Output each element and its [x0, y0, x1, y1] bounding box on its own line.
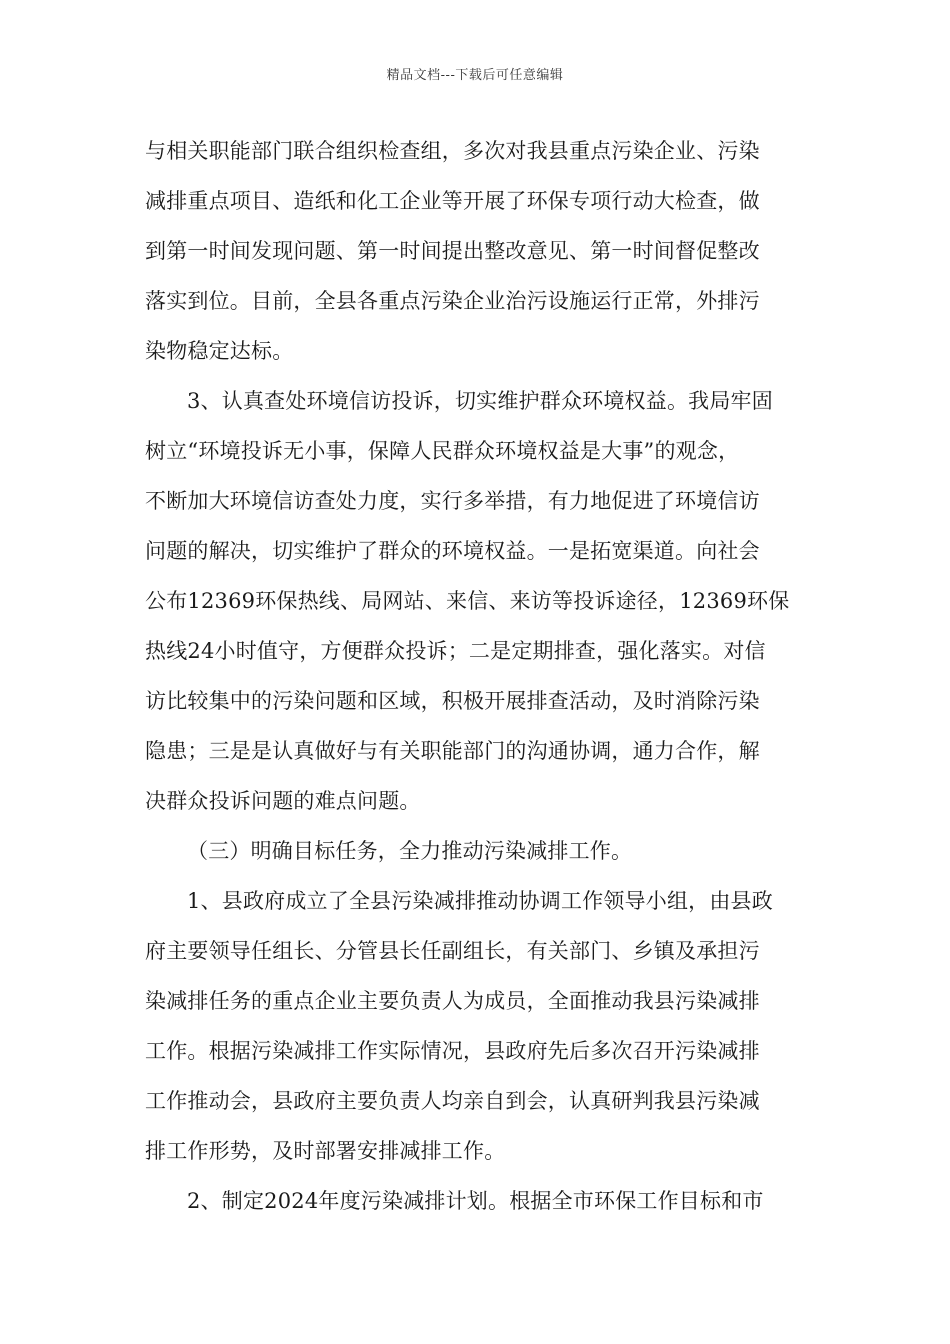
- text-line: 染物稳定达标。: [145, 339, 294, 363]
- page-header: 精品文档---下载后可任意编辑: [386, 68, 564, 83]
- text-line: 问题的解决，切实维护了群众的环境权益。一是拓宽渠道。向社会: [145, 539, 760, 563]
- text-line: 染减排任务的重点企业主要负责人为成员，全面推动我县污染减排: [145, 989, 760, 1013]
- text-line: 与相关职能部门联合组织检查组，多次对我县重点污染企业、污染: [145, 139, 760, 163]
- paragraph-start-line: 1、县政府成立了全县污染减排推动协调工作领导小组，由县政: [187, 889, 773, 913]
- text-line: 减排重点项目、造纸和化工企业等开展了环保专项行动大检查，做: [145, 189, 760, 213]
- text-line: 热线24小时值守，方便群众投诉；二是定期排查，强化落实。对信: [145, 639, 766, 663]
- text-line: 树立“环境投诉无小事，保障人民群众环境权益是大事”的观念，: [145, 439, 740, 463]
- text-line: 落实到位。目前，全县各重点污染企业治污设施运行正常，外排污: [145, 289, 760, 313]
- section-heading: （三）明确目标任务，全力推动污染减排工作。: [187, 839, 633, 863]
- text-line: 隐患；三是是认真做好与有关职能部门的沟通协调，通力合作，解: [145, 739, 760, 763]
- text-line: 工作。根据污染减排工作实际情况，县政府先后多次召开污染减排: [145, 1039, 760, 1063]
- text-line: 府主要领导任组长、分管县长任副组长，有关部门、乡镇及承担污: [145, 939, 760, 963]
- text-line: 访比较集中的污染问题和区域，积极开展排查活动，及时消除污染: [145, 689, 760, 713]
- text-line: 排工作形势，及时部署安排减排工作。: [145, 1139, 506, 1163]
- text-line: 到第一时间发现问题、第一时间提出整改意见、第一时间督促整改: [145, 239, 760, 263]
- paragraph-start-line: 2、制定2024年度污染减排计划。根据全市环保工作目标和市: [187, 1189, 764, 1213]
- text-line: 不断加大环境信访查处力度，实行多举措，有力地促进了环境信访: [145, 489, 760, 513]
- paragraph-start-line: 3、认真查处环境信访投诉，切实维护群众环境权益。我局牢固: [187, 389, 773, 413]
- text-line: 工作推动会，县政府主要负责人均亲自到会，认真研判我县污染减: [145, 1089, 760, 1113]
- text-line: 公布12369环保热线、局网站、来信、来访等投诉途径，12369环保: [145, 589, 790, 613]
- text-line: 决群众投诉问题的难点问题。: [145, 789, 421, 813]
- document-body: [145, 126, 807, 1226]
